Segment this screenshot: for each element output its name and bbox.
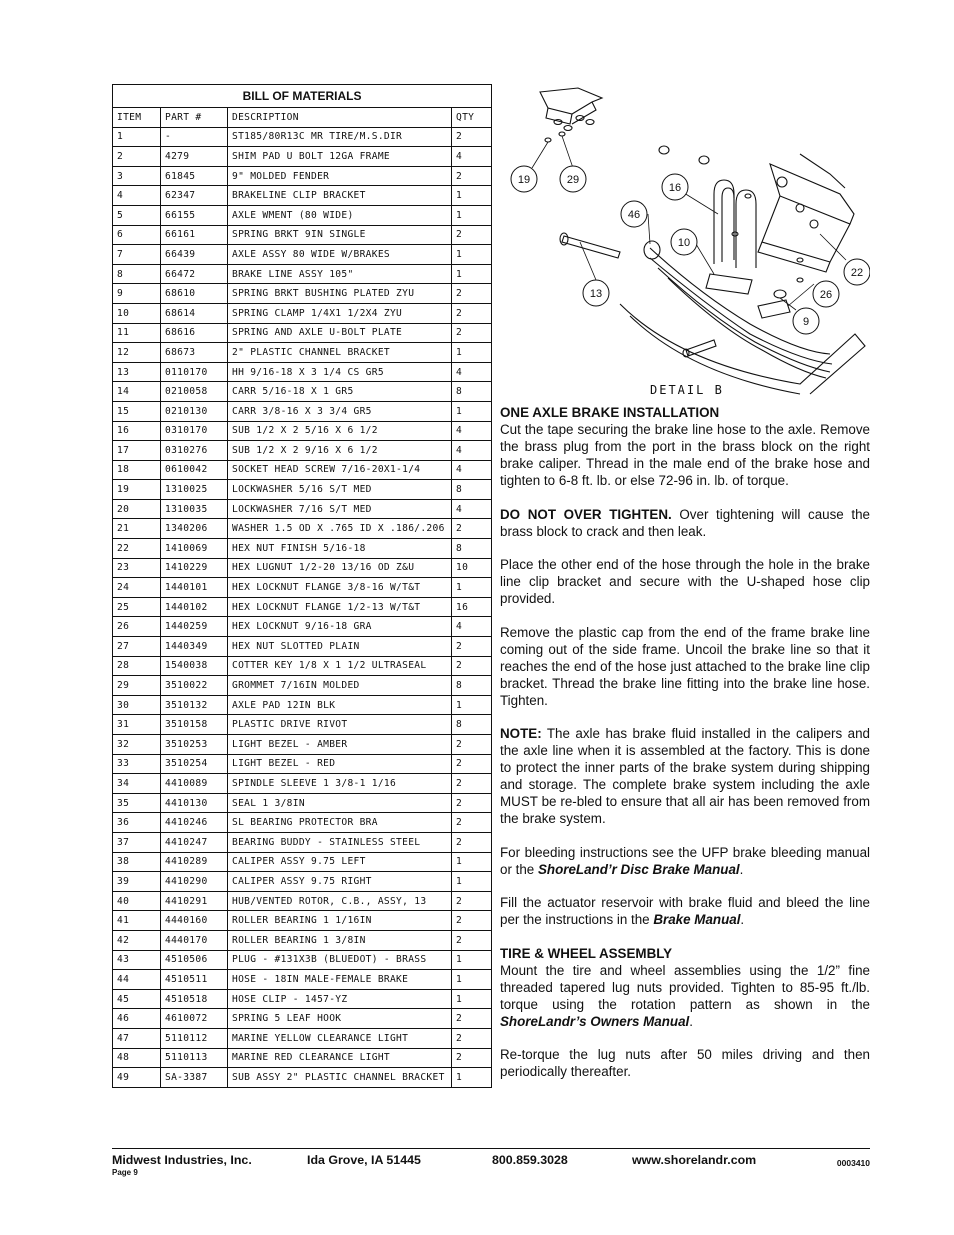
description-cell: SPRING CLAMP 1/4X1 1/2X4 ZYU (228, 303, 452, 323)
table-row (113, 323, 492, 343)
item-cell: 15 (113, 401, 161, 421)
part-number-cell: 3510022 (161, 676, 228, 696)
description-cell: SOCKET HEAD SCREW 7/16-20X1-1/4 (228, 460, 452, 480)
description-cell: 9" MOLDED FENDER (228, 166, 452, 186)
qty-cell: 2 (452, 735, 492, 755)
item-cell: 48 (113, 1048, 161, 1068)
table-row (113, 637, 492, 657)
table-row (113, 597, 492, 617)
part-number-cell: 3510253 (161, 735, 228, 755)
item-cell: 14 (113, 382, 161, 402)
part-number-cell: 0210058 (161, 382, 228, 402)
part-number-cell: 1540038 (161, 656, 228, 676)
col-header-description: DESCRIPTION (228, 108, 452, 128)
item-cell: 4 (113, 186, 161, 206)
callout-19: 19 (517, 174, 531, 186)
part-number-cell: 1340206 (161, 519, 228, 539)
table-row (113, 147, 492, 167)
table-row (113, 793, 492, 813)
item-cell: 13 (113, 362, 161, 382)
qty-cell: 1 (452, 1068, 492, 1088)
footer-doc-number: 0003410 (836, 1158, 870, 1168)
tire-paragraph-1: Mount the tire and wheel assemblies using the 1/2” fine threaded tapered lug nuts provided. Tighten to 85-95 ft./lb. torque using the rotation pattern as shown in the ShoreLandr’s Owners Manual. (500, 962, 870, 1029)
part-number-cell: 4410089 (161, 774, 228, 794)
part-number-cell: 4440170 (161, 930, 228, 950)
table-row (113, 695, 492, 715)
table-row (113, 245, 492, 265)
item-cell: 29 (113, 676, 161, 696)
table-row (113, 911, 492, 931)
item-cell: 49 (113, 1068, 161, 1088)
description-cell: SPRING BRKT 9IN SINGLE (228, 225, 452, 245)
item-cell: 19 (113, 480, 161, 500)
description-cell: 2" PLASTIC CHANNEL BRACKET (228, 343, 452, 363)
brake-paragraph-4: Remove the plastic cap from the end of the frame brake line coming out of the side frame. Uncoil the brake line so that it reaches the end of the hose just attached to the brake line clip bracket. Thread the brake line fitting into the brake line hose. Tighten. (500, 624, 870, 708)
description-cell: SPINDLE SLEEVE 1 3/8-1 1/16 (228, 774, 452, 794)
part-number-cell: 4410246 (161, 813, 228, 833)
qty-cell: 2 (452, 1048, 492, 1068)
part-number-cell: 66439 (161, 245, 228, 265)
description-cell: PLASTIC DRIVE RIVOT (228, 715, 452, 735)
qty-cell: 1 (452, 186, 492, 206)
table-row (113, 891, 492, 911)
description-cell: AXLE ASSY 80 WIDE W/BRAKES (228, 245, 452, 265)
callout-16: 16 (668, 182, 682, 194)
table-row (113, 205, 492, 225)
item-cell: 38 (113, 852, 161, 872)
item-cell: 41 (113, 911, 161, 931)
qty-cell: 2 (452, 793, 492, 813)
part-number-cell: 4410289 (161, 852, 228, 872)
table-row (113, 166, 492, 186)
description-cell: CALIPER ASSY 9.75 RIGHT (228, 872, 452, 892)
qty-cell: 10 (452, 558, 492, 578)
description-cell: CARR 3/8-16 X 3 3/4 GR5 (228, 401, 452, 421)
item-cell: 6 (113, 225, 161, 245)
brake-paragraph-1: Cut the tape securing the brake line hose to the axle. Remove the brass plug from the port in the brass block on the right brake caliper. Thread in the male end of the brake hose and tighten to 6-8 ft. lb. or else 72-96 in. lb. of torque. (500, 422, 870, 488)
part-number-cell: 1440349 (161, 637, 228, 657)
description-cell: SHIM PAD U BOLT 12GA FRAME (228, 147, 452, 167)
table-row (113, 989, 492, 1009)
part-number-cell: 4279 (161, 147, 228, 167)
item-cell: 26 (113, 617, 161, 637)
table-row (113, 832, 492, 852)
description-cell: HEX NUT FINISH 5/16-18 (228, 539, 452, 559)
item-cell: 27 (113, 637, 161, 657)
qty-cell: 4 (452, 617, 492, 637)
callout-26: 26 (819, 289, 833, 301)
col-header-item: ITEM (113, 108, 161, 128)
description-cell: COTTER KEY 1/8 X 1 1/2 ULTRASEAL (228, 656, 452, 676)
qty-cell: 8 (452, 715, 492, 735)
warning-label: DO NOT OVER TIGHTEN. (500, 506, 672, 522)
item-cell: 28 (113, 656, 161, 676)
description-cell: LIGHT BEZEL - RED (228, 754, 452, 774)
table-row (113, 813, 492, 833)
detail-caption: DETAIL B (650, 383, 724, 397)
part-number-cell: 4440160 (161, 911, 228, 931)
qty-cell: 4 (452, 147, 492, 167)
footer-website: www.shorelandr.com (632, 1153, 757, 1167)
item-cell: 42 (113, 930, 161, 950)
qty-cell: 2 (452, 1028, 492, 1048)
qty-cell: 4 (452, 421, 492, 441)
description-cell: SUB 1/2 X 2 9/16 X 6 1/2 (228, 441, 452, 461)
item-cell: 34 (113, 774, 161, 794)
footer-phone: 800.859.3028 (492, 1153, 568, 1167)
qty-cell: 8 (452, 676, 492, 696)
part-number-cell: 66155 (161, 205, 228, 225)
footer-page-number: Page 9 (112, 1168, 138, 1177)
table-row (113, 186, 492, 206)
table-row (113, 617, 492, 637)
qty-cell: 8 (452, 382, 492, 402)
qty-cell: 1 (452, 401, 492, 421)
item-cell: 24 (113, 578, 161, 598)
qty-cell: 2 (452, 774, 492, 794)
part-number-cell: 1440102 (161, 597, 228, 617)
owners-manual-ref: ShoreLandr’s Owners Manual (500, 1013, 690, 1029)
part-number-cell: 3510254 (161, 754, 228, 774)
detail-b-diagram (500, 84, 870, 400)
brake-manual-ref: Brake Manual (653, 912, 741, 927)
bom-title: BILL OF MATERIALS (113, 85, 492, 108)
qty-cell: 1 (452, 852, 492, 872)
description-cell: HEX LOCKNUT FLANGE 3/8-16 W/T&T (228, 578, 452, 598)
description-cell: LOCKWASHER 5/16 S/T MED (228, 480, 452, 500)
item-cell: 9 (113, 284, 161, 304)
table-row (113, 656, 492, 676)
qty-cell: 1 (452, 578, 492, 598)
part-number-cell: 61845 (161, 166, 228, 186)
description-cell: SEAL 1 3/8IN (228, 793, 452, 813)
qty-cell: 2 (452, 637, 492, 657)
qty-cell: 2 (452, 754, 492, 774)
item-cell: 30 (113, 695, 161, 715)
item-cell: 35 (113, 793, 161, 813)
qty-cell: 1 (452, 872, 492, 892)
description-cell: HEX LOCKNUT 9/16-18 GRA (228, 617, 452, 637)
description-cell: ROLLER BEARING 1 1/16IN (228, 911, 452, 931)
qty-cell: 2 (452, 656, 492, 676)
qty-cell: 2 (452, 166, 492, 186)
description-cell: SUB 1/2 X 2 5/16 X 6 1/2 (228, 421, 452, 441)
qty-cell: 2 (452, 303, 492, 323)
item-cell: 8 (113, 264, 161, 284)
part-number-cell: 68614 (161, 303, 228, 323)
part-number-cell: 0310170 (161, 421, 228, 441)
table-row (113, 401, 492, 421)
part-number-cell: 68610 (161, 284, 228, 304)
part-number-cell: 1410069 (161, 539, 228, 559)
item-cell: 39 (113, 872, 161, 892)
qty-cell: 1 (452, 343, 492, 363)
part-number-cell: 3510158 (161, 715, 228, 735)
table-row (113, 362, 492, 382)
description-cell: PLUG - #131X3B (BLUEDOT) - BRASS (228, 950, 452, 970)
item-cell: 21 (113, 519, 161, 539)
part-number-cell: 1440259 (161, 617, 228, 637)
col-header-qty: QTY (452, 108, 492, 128)
part-number-cell: 0110170 (161, 362, 228, 382)
qty-cell: 2 (452, 813, 492, 833)
description-cell: HEX NUT SLOTTED PLAIN (228, 637, 452, 657)
description-cell: HH 9/16-18 X 3 1/4 CS GR5 (228, 362, 452, 382)
brake-paragraph-6: For bleeding instructions see the UFP brake bleeding manual or the ShoreLand’r Disc Brake Manual. (500, 844, 870, 877)
part-number-cell: 0310276 (161, 441, 228, 461)
item-cell: 46 (113, 1009, 161, 1029)
description-cell: GROMMET 7/16IN MOLDED (228, 676, 452, 696)
tire-paragraph-2: Re-torque the lug nuts after 50 miles driving and then periodically thereafter. (500, 1047, 870, 1079)
table-row (113, 284, 492, 304)
part-number-cell: 4510518 (161, 989, 228, 1009)
table-row (113, 382, 492, 402)
item-cell: 18 (113, 460, 161, 480)
item-cell: 40 (113, 891, 161, 911)
table-row (113, 225, 492, 245)
part-number-cell: 1410229 (161, 558, 228, 578)
table-row (113, 852, 492, 872)
part-number-cell: 1310025 (161, 480, 228, 500)
description-cell: MARINE YELLOW CLEARANCE LIGHT (228, 1028, 452, 1048)
qty-cell: 4 (452, 362, 492, 382)
item-cell: 23 (113, 558, 161, 578)
table-row (113, 715, 492, 735)
item-cell: 25 (113, 597, 161, 617)
table-row (113, 950, 492, 970)
item-cell: 17 (113, 441, 161, 461)
callout-22: 22 (850, 267, 864, 279)
table-row (113, 264, 492, 284)
description-cell: ST185/80R13C MR TIRE/M.S.DIR (228, 127, 452, 147)
footer-company: Midwest Industries, Inc. (112, 1153, 252, 1167)
item-cell: 5 (113, 205, 161, 225)
description-cell: CARR 5/16-18 X 1 GR5 (228, 382, 452, 402)
description-cell: AXLE WMENT (80 WIDE) (228, 205, 452, 225)
part-number-cell: 66472 (161, 264, 228, 284)
qty-cell: 2 (452, 891, 492, 911)
part-number-cell: 5110113 (161, 1048, 228, 1068)
item-cell: 10 (113, 303, 161, 323)
table-row (113, 754, 492, 774)
footer-city: Ida Grove, IA 51445 (307, 1153, 421, 1167)
table-row (113, 578, 492, 598)
table-row (113, 519, 492, 539)
brake-paragraph-2: DO NOT OVER TIGHTEN. Over tightening will cause the brass block to crack and then leak. (500, 506, 870, 539)
description-cell: HEX LUGNUT 1/2-20 13/16 OD Z&U (228, 558, 452, 578)
table-row (113, 460, 492, 480)
table-row (113, 1028, 492, 1048)
description-cell: LOCKWASHER 7/16 S/T MED (228, 499, 452, 519)
part-number-cell: - (161, 127, 228, 147)
item-cell: 44 (113, 970, 161, 990)
description-cell: LIGHT BEZEL - AMBER (228, 735, 452, 755)
part-number-cell: 4510511 (161, 970, 228, 990)
part-number-cell: 5110112 (161, 1028, 228, 1048)
qty-cell: 2 (452, 284, 492, 304)
item-cell: 33 (113, 754, 161, 774)
table-row (113, 343, 492, 363)
part-number-cell: 3510132 (161, 695, 228, 715)
part-number-cell: 1440101 (161, 578, 228, 598)
qty-cell: 2 (452, 519, 492, 539)
item-cell: 43 (113, 950, 161, 970)
table-row (113, 970, 492, 990)
description-cell: MARINE RED CLEARANCE LIGHT (228, 1048, 452, 1068)
item-cell: 45 (113, 989, 161, 1009)
part-number-cell: 1310035 (161, 499, 228, 519)
table-row (113, 872, 492, 892)
part-number-cell: SA-3387 (161, 1068, 228, 1088)
table-row (113, 480, 492, 500)
item-cell: 22 (113, 539, 161, 559)
qty-cell: 4 (452, 460, 492, 480)
item-cell: 32 (113, 735, 161, 755)
item-cell: 20 (113, 499, 161, 519)
qty-cell: 2 (452, 911, 492, 931)
callout-9: 9 (802, 316, 810, 328)
brake-paragraph-5: NOTE: The axle has brake fluid installed in the calipers and the axle line when it is assembled at the factory. This is done to protect the inner parts of the brake system during shipping and storage. The complete brake system including the axle MUST be re-bled to ensure that all air has been removed from the brake system. (500, 726, 870, 826)
table-row (113, 774, 492, 794)
section-heading-brake: ONE AXLE BRAKE INSTALLATION (500, 405, 720, 420)
qty-cell: 2 (452, 1009, 492, 1029)
col-header-part: PART # (161, 108, 228, 128)
qty-cell: 2 (452, 930, 492, 950)
item-cell: 47 (113, 1028, 161, 1048)
part-number-cell: 4410291 (161, 891, 228, 911)
item-cell: 7 (113, 245, 161, 265)
callout-10: 10 (677, 237, 691, 249)
qty-cell: 1 (452, 264, 492, 284)
note-label: NOTE: (500, 726, 542, 741)
item-cell: 2 (113, 147, 161, 167)
qty-cell: 1 (452, 989, 492, 1009)
part-number-cell: 66161 (161, 225, 228, 245)
part-number-cell: 0610042 (161, 460, 228, 480)
item-cell: 3 (113, 166, 161, 186)
qty-cell: 1 (452, 695, 492, 715)
description-cell: SUB ASSY 2" PLASTIC CHANNEL BRACKET (228, 1068, 452, 1088)
bom-body (113, 127, 492, 1087)
footer-rule (112, 1148, 870, 1149)
bom-header-row (113, 108, 492, 128)
part-number-cell: 4410130 (161, 793, 228, 813)
description-cell: HEX LOCKNUT FLANGE 1/2-13 W/T&T (228, 597, 452, 617)
qty-cell: 1 (452, 245, 492, 265)
part-number-cell: 68673 (161, 343, 228, 363)
item-cell: 36 (113, 813, 161, 833)
qty-cell: 8 (452, 480, 492, 500)
description-cell: SPRING AND AXLE U-BOLT PLATE (228, 323, 452, 343)
qty-cell: 2 (452, 323, 492, 343)
qty-cell: 4 (452, 441, 492, 461)
part-number-cell: 4410247 (161, 832, 228, 852)
qty-cell: 1 (452, 205, 492, 225)
part-number-cell: 68616 (161, 323, 228, 343)
table-row (113, 1048, 492, 1068)
part-number-cell: 0210130 (161, 401, 228, 421)
table-row (113, 735, 492, 755)
item-cell: 11 (113, 323, 161, 343)
item-cell: 31 (113, 715, 161, 735)
description-cell: WASHER 1.5 OD X .765 ID X .186/.206 (228, 519, 452, 539)
description-cell: BRAKELINE CLIP BRACKET (228, 186, 452, 206)
description-cell: SPRING 5 LEAF HOOK (228, 1009, 452, 1029)
callout-46: 46 (627, 209, 641, 221)
disc-brake-manual-ref: ShoreLand’r Disc Brake Manual (537, 861, 740, 877)
description-cell: CALIPER ASSY 9.75 LEFT (228, 852, 452, 872)
description-cell: SPRING BRKT BUSHING PLATED ZYU (228, 284, 452, 304)
description-cell: HUB/VENTED ROTOR, C.B., ASSY, 13 (228, 891, 452, 911)
qty-cell: 8 (452, 539, 492, 559)
description-cell: SL BEARING PROTECTOR BRA (228, 813, 452, 833)
table-row (113, 930, 492, 950)
table-row (113, 127, 492, 147)
callout-13: 13 (589, 288, 603, 300)
description-cell: BEARING BUDDY - STAINLESS STEEL (228, 832, 452, 852)
qty-cell: 1 (452, 950, 492, 970)
description-cell: ROLLER BEARING 1 3/8IN (228, 930, 452, 950)
exploded-axle-drawing (500, 84, 870, 400)
table-row (113, 539, 492, 559)
item-cell: 1 (113, 127, 161, 147)
item-cell: 37 (113, 832, 161, 852)
item-cell: 12 (113, 343, 161, 363)
description-cell: HOSE - 18IN MALE-FEMALE BRAKE (228, 970, 452, 990)
qty-cell: 1 (452, 970, 492, 990)
table-row (113, 1068, 492, 1088)
section-heading-tire: TIRE & WHEEL ASSEMBLY (500, 945, 673, 961)
qty-cell: 16 (452, 597, 492, 617)
table-row (113, 558, 492, 578)
table-row (113, 441, 492, 461)
brake-paragraph-3: Place the other end of the hose through the hole in the brake line clip bracket and secure with the U-shaped hose clip provided. (500, 557, 870, 606)
brake-paragraph-7: Fill the actuator reservoir with brake fluid and bleed the line per the instructions in the Brake Manual. (500, 895, 870, 927)
table-row (113, 421, 492, 441)
table-row (113, 303, 492, 323)
table-row (113, 499, 492, 519)
part-number-cell: 4510506 (161, 950, 228, 970)
qty-cell: 2 (452, 225, 492, 245)
table-row (113, 676, 492, 696)
qty-cell: 2 (452, 832, 492, 852)
part-number-cell: 62347 (161, 186, 228, 206)
part-number-cell: 4610072 (161, 1009, 228, 1029)
instructions-column (500, 404, 870, 1080)
item-cell: 16 (113, 421, 161, 441)
part-number-cell: 4410290 (161, 872, 228, 892)
table-row (113, 1009, 492, 1029)
bill-of-materials-table (112, 84, 492, 1088)
description-cell: AXLE PAD 12IN BLK (228, 695, 452, 715)
qty-cell: 2 (452, 127, 492, 147)
callout-29: 29 (566, 174, 580, 186)
description-cell: HOSE CLIP - 1457-YZ (228, 989, 452, 1009)
description-cell: BRAKE LINE ASSY 105" (228, 264, 452, 284)
qty-cell: 4 (452, 499, 492, 519)
